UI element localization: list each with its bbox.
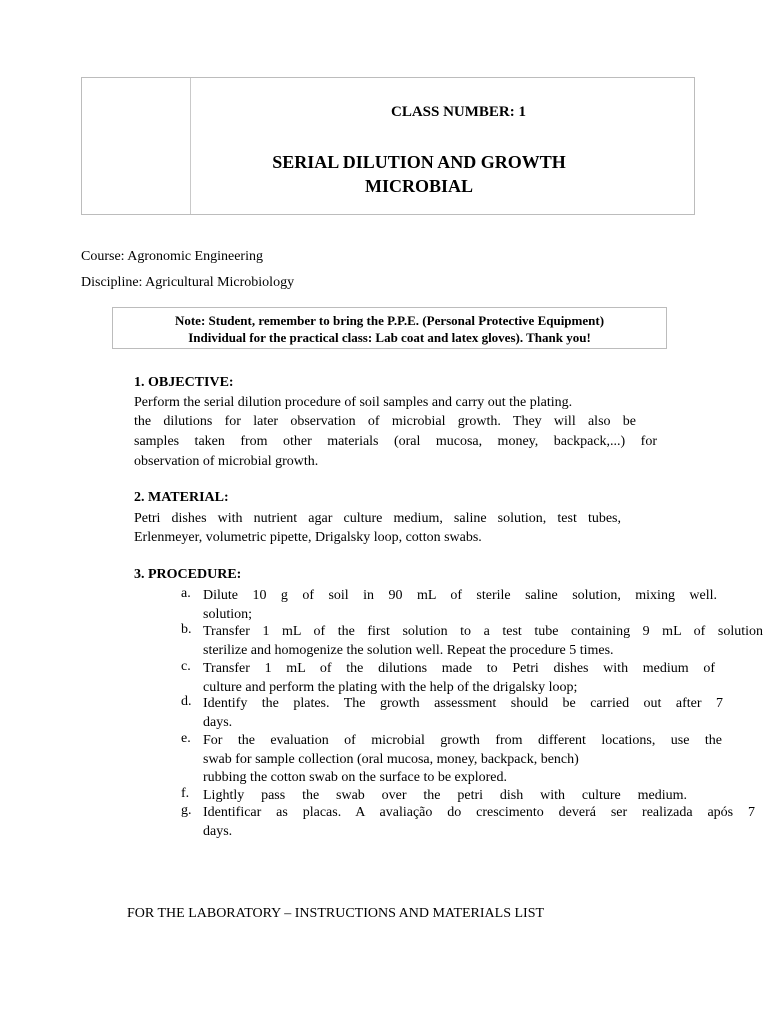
- objective-line: observation of microbial growth.: [134, 454, 319, 469]
- objective-line: Perform the serial dilution procedure of soil samples and carry out the plating.: [134, 395, 573, 410]
- title-line-2: MICROBIAL: [364, 176, 473, 196]
- material-line: Petri dishes with nutrient agar culture medium, saline solution, test tubes,: [134, 511, 621, 526]
- procedure-item-line: days.: [203, 715, 233, 730]
- objective-line: the dilutions for later observation of microbial growth. They will also be: [134, 414, 636, 429]
- procedure-item-line: Identify the plates. The growth assessment should be carried out after 7: [203, 696, 723, 711]
- procedure-item-line: Lightly pass the swab over the petri dish with culture medium.: [203, 788, 687, 803]
- procedure-item-line: solution;: [203, 607, 253, 622]
- document-title: [222, 150, 616, 198]
- procedure-item-letter: g.: [181, 803, 192, 818]
- procedure-item-letter: f.: [181, 786, 190, 801]
- discipline-line: Discipline: Agricultural Microbiology: [81, 275, 295, 290]
- procedure-item-letter: d.: [181, 694, 192, 709]
- procedure-item-line: sterilize and homogenize the solution well. Repeat the procedure 5 times.: [203, 643, 614, 658]
- class-number: CLASS NUMBER: 1: [391, 104, 527, 120]
- procedure-item-line: Transfer 1 mL of the first solution to a test tube containing 9 mL of solution: [203, 624, 763, 639]
- objective-line: samples taken from other materials (oral mucosa, money, backpack,...) for: [134, 434, 657, 449]
- procedure-item-line: Dilute 10 g of soil in 90 mL of sterile saline solution, mixing well.: [203, 588, 717, 603]
- note-line-2: Individual for the practical class: Lab coat and latex gloves). Thank you!: [188, 330, 591, 345]
- ppe-note-box: [112, 307, 667, 349]
- procedure-heading: 3. PROCEDURE:: [134, 567, 242, 582]
- procedure-item-letter: e.: [181, 731, 191, 746]
- procedure-item-line: For the evaluation of microbial growth from different locations, use the: [203, 733, 722, 748]
- material-heading: 2. MATERIAL:: [134, 490, 229, 505]
- procedure-item-line: Transfer 1 mL of the dilutions made to Petri dishes with medium of: [203, 661, 715, 676]
- class-header-box: [81, 77, 695, 215]
- lab-instructions-footer: FOR THE LABORATORY – INSTRUCTIONS AND MATERIALS LIST: [127, 906, 545, 921]
- procedure-item-line: swab for sample collection (oral mucosa, money, backpack, bench): [203, 752, 579, 767]
- material-line: Erlenmeyer, volumetric pipette, Drigalsky loop, cotton swabs.: [134, 530, 482, 545]
- procedure-item-letter: c.: [181, 659, 191, 674]
- procedure-item-letter: a.: [181, 586, 191, 601]
- procedure-item-line: Identificar as placas. A avaliação do crescimento deverá ser realizada após 7: [203, 805, 755, 820]
- procedure-item-line: days.: [203, 824, 233, 839]
- procedure-item-line: rubbing the cotton swab on the surface to be explored.: [203, 770, 508, 785]
- header-divider: [190, 78, 191, 214]
- procedure-item-line: culture and perform the plating with the help of the drigalsky loop;: [203, 680, 578, 695]
- course-line: Course: Agronomic Engineering: [81, 249, 263, 264]
- note-line-1: Note: Student, remember to bring the P.P.E. (Personal Protective Equipment): [174, 313, 605, 328]
- title-line-1: SERIAL DILUTION AND GROWTH: [272, 152, 566, 172]
- procedure-item-letter: b.: [181, 622, 192, 637]
- objective-heading: 1. OBJECTIVE:: [134, 375, 234, 390]
